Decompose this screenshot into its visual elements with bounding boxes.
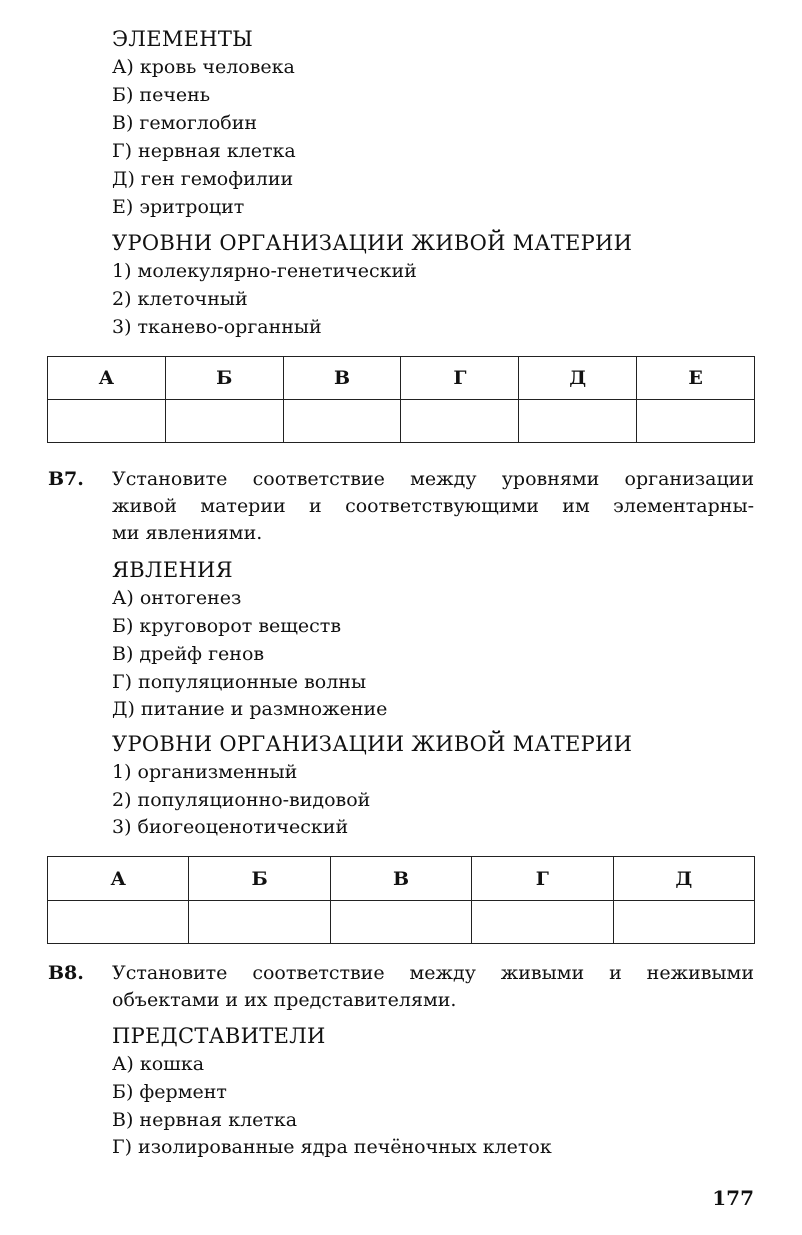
answer-header-c: В (283, 357, 401, 400)
phenomenon-item-e: Д) питание и размножение (112, 698, 388, 720)
question-text-b8 (112, 960, 754, 1014)
answer-header-b: Б (165, 357, 283, 400)
question-number-b8: В8. (48, 962, 84, 984)
answer-header-e: Д (519, 357, 637, 400)
answer-header-d: Г (472, 857, 613, 901)
representative-item-a: А) кошка (112, 1053, 205, 1075)
question-line: Установите соответствие между уровнями организации (112, 468, 754, 490)
question-text-b7 (112, 466, 754, 547)
answer-cell[interactable] (472, 901, 613, 944)
answer-header-d: Г (401, 357, 519, 400)
question-line: живой материи и соответствующими им элементарны- (112, 495, 754, 517)
levels-heading-2: УРОВНИ ОРГАНИЗАЦИИ ЖИВОЙ МАТЕРИИ (112, 732, 633, 756)
representatives-heading: ПРЕДСТАВИТЕЛИ (112, 1024, 326, 1048)
answer-cell[interactable] (519, 400, 637, 443)
answer-header-a: А (48, 357, 166, 400)
question-line: Установите соответствие между живыми и неживыми (112, 962, 754, 984)
element-item-e: Д) ген гемофилии (112, 168, 294, 190)
element-item-c: В) гемоглобин (112, 112, 258, 134)
level-item-1: 1) молекулярно-генетический (112, 260, 417, 282)
answer-header-a: А (48, 857, 189, 901)
element-item-f: Е) эритроцит (112, 196, 245, 218)
phenomenon-item-a: А) онтогенез (112, 587, 242, 609)
representative-item-b: Б) фермент (112, 1081, 227, 1103)
level-item-2: 2) популяционно-видовой (112, 789, 371, 811)
level-item-3: 3) тканево-органный (112, 316, 322, 338)
representative-item-c: В) нервная клетка (112, 1109, 298, 1131)
answer-table-2 (47, 856, 755, 944)
answer-cell[interactable] (637, 400, 755, 443)
answer-table-1 (47, 356, 755, 443)
answer-cell[interactable] (165, 400, 283, 443)
question-number-b7: В7. (48, 468, 84, 490)
element-item-a: А) кровь человека (112, 56, 295, 78)
element-item-b: Б) печень (112, 84, 211, 106)
answer-header-b: Б (189, 857, 330, 901)
representative-item-d: Г) изолированные ядра печёночных клеток (112, 1136, 552, 1158)
levels-heading-1: УРОВНИ ОРГАНИЗАЦИИ ЖИВОЙ МАТЕРИИ (112, 231, 633, 255)
phenomenon-item-d: Г) популяционные волны (112, 671, 367, 693)
phenomenon-item-b: Б) круговорот веществ (112, 615, 342, 637)
elements-heading: ЭЛЕМЕНТЫ (112, 27, 254, 51)
phenomenon-item-c: В) дрейф генов (112, 643, 265, 665)
answer-cell[interactable] (48, 400, 166, 443)
answer-header-f: Е (637, 357, 755, 400)
question-line: ми явлениями. (112, 522, 263, 544)
answer-cell[interactable] (613, 901, 754, 944)
answer-header-e: Д (613, 857, 754, 901)
answer-cell[interactable] (283, 400, 401, 443)
page-number: 177 (712, 1186, 754, 1210)
answer-cell[interactable] (189, 901, 330, 944)
level-item-2: 2) клеточный (112, 288, 248, 310)
answer-cell[interactable] (401, 400, 519, 443)
answer-cell[interactable] (48, 901, 189, 944)
phenomena-heading: ЯВЛЕНИЯ (112, 558, 233, 582)
element-item-d: Г) нервная клетка (112, 140, 296, 162)
level-item-1: 1) организменный (112, 761, 298, 783)
question-line: объектами и их представителями. (112, 989, 457, 1011)
answer-header-c: В (330, 857, 471, 901)
answer-cell[interactable] (330, 901, 471, 944)
level-item-3: 3) биогеоценотический (112, 816, 349, 838)
